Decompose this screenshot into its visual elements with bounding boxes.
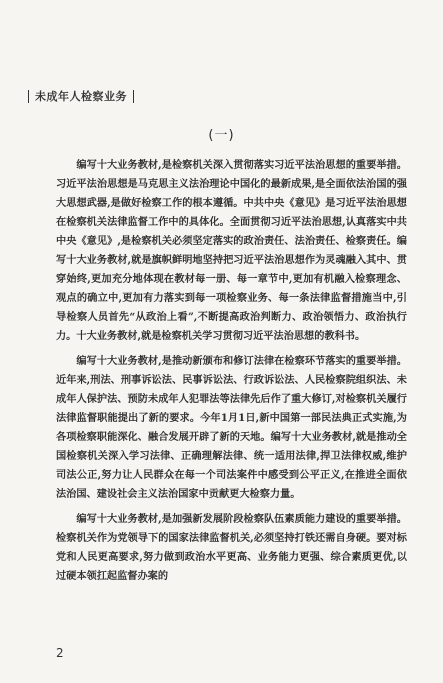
paragraph: 编写十大业务教材,是推动新颁布和修订法律在检察环节落实的重要举措。近年来,刑法、刑事诉讼法、民事诉讼法、行政诉讼法、人民检察院组织法、未成年人保护法、预防未成年人犯罪法等法律先后作了重大修订,对检察机关履行法律监督职能提出了新的要求。今年1月1日,新中国第一部民法典正式实施,为各项检察职能深化、融合发展开辟了新的天地。编写十大业务教材,就是推动全国检察机关深入学习法律、正确理解法律、统一适用法律,捍卫法律权威,维护司法公正,努力让人民群众在每一个司法案件中感受到公平正义,在推进全面依法治国、建设社会主义法治国家中贡献更大检察力量。 bbox=[56, 355, 407, 500]
running-header bbox=[28, 88, 134, 104]
header-left-bar bbox=[28, 90, 29, 103]
paragraph: 编写十大业务教材,是检察机关深入贯彻落实习近平法治思想的重要举措。习近平法治思想是马克思主义法治理论中国化的最新成果,是全面依法治国的强大思想武器,是做好检察工作的根本遵循。中共中央《意见》是习近平法治思想在检察机关法律监督工作中的具体化。全面贯彻习近平法治思想,认真落实中共中央《意见》,是检察机关必须坚定落实的政治责任、法治责任、检察责任。编写十大业务教材,就是旗帜鲜明地坚持把习近平法治思想作为灵魂融入其中、贯穿始终,更加充分地体现在教材每一册、每一章节中,更加有机融入检察理念、观点的确立中,更加有力落实到每一项检察业务、每一条法律监督措施当中,引导检察人员首先“从政治上看”,不断提高政治判断力、政治领悟力、政治执行力。十大业务教材,就是检察机关学习贯彻习近平法治思想的教科书。 bbox=[56, 159, 407, 342]
header-right-bar bbox=[133, 90, 134, 103]
page-number: 2 bbox=[56, 646, 64, 660]
running-header-title: 未成年人检察业务 bbox=[35, 90, 127, 103]
body-text bbox=[56, 156, 407, 592]
paragraph: 编写十大业务教材,是加强新发展阶段检察队伍素质能力建设的重要举措。检察机关作为党领导下的国家法律监督机关,必须坚持打铁还需自身硬。要对标党和人民更高要求,努力做到政治水平更高、业务能力更强、综合素质更优,以过硬本领扛起监督办案的 bbox=[56, 513, 407, 582]
section-heading: (一) bbox=[208, 128, 235, 143]
